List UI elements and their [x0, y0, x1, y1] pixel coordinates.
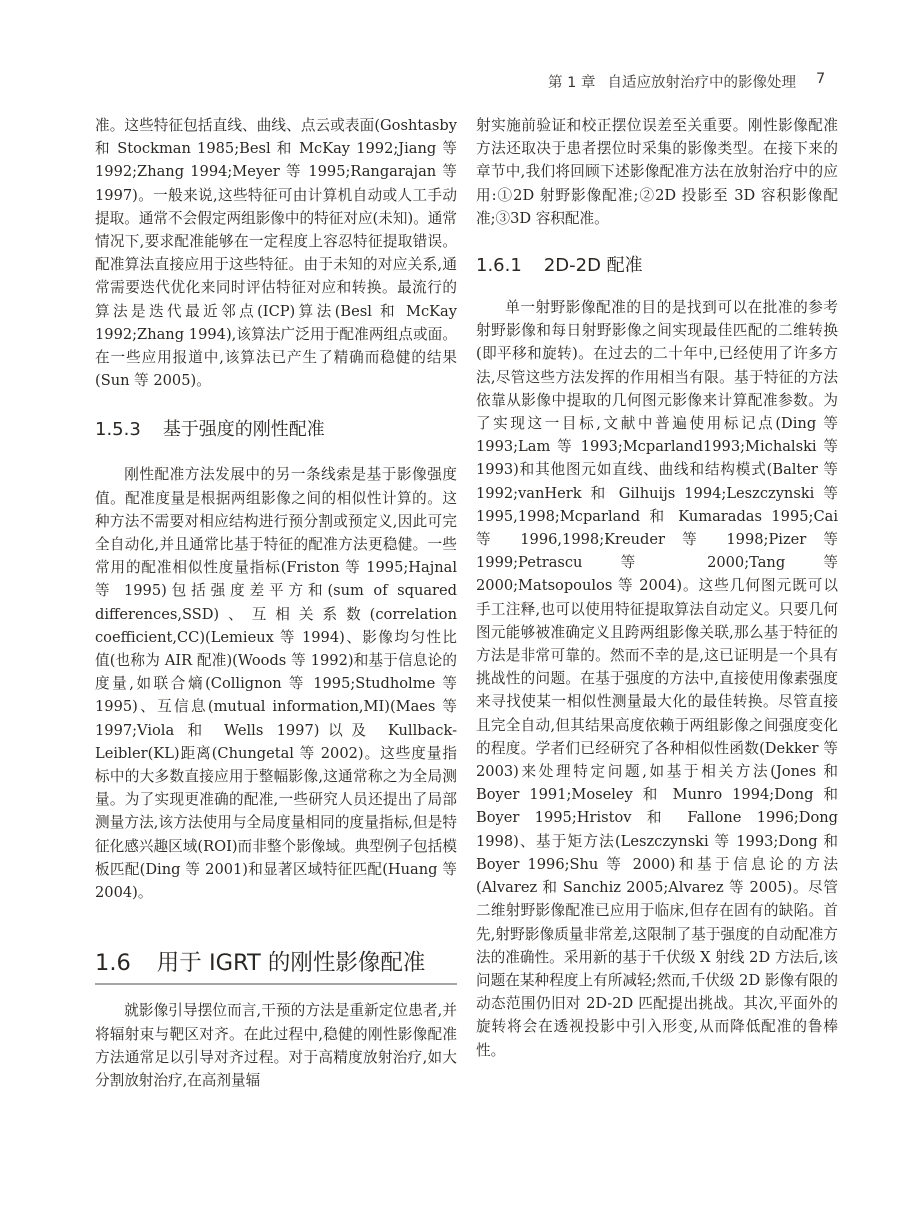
section-heading-1-6-1 [476, 254, 838, 278]
paragraph: 射实施前验证和校正摆位误差至关重要。刚性影像配准方法还取决于患者摆位时采集的影像类型。在接下来的章节中,我们将回顾下述影像配准方法在放射治疗中的应用:①2D 射野影像配准;②2D 投影至 3D 容积影像配准;③3D 容积配准。 [476, 117, 838, 227]
page-number: 7 [816, 71, 826, 87]
section-number: 1.5.3 [95, 419, 141, 441]
section-title: 用于 IGRT 的刚性影像配准 [156, 950, 426, 977]
paragraph: 准。这些特征包括直线、曲线、点云或表面(Goshtasby 和 Stockman 1985;Besl 和 McKay 1992;Jiang 等 1992;Zhang 1994;Meyer 等 1995;Rangarajan 等 1997)。一般来说,这些特征可由计算机自动或人工手动提取。通常不会假定两组影像中的特征对应(未知)。通常情况下,要求配准能够在一定程度上容忍特征提取错误。配准算法直接应用于这些特征。由于未知的对应关系,通常需要迭代优化来同时评估特征对应和转换。最流行的算法是迭代最近邻点(ICP)算法(Besl 和 McKay 1992;Zhang 1994),该算法广泛用于配准两组点或面。在一些应用报道中,该算法已产生了精确而稳健的结果(Sun 等 2005)。 [95, 117, 457, 390]
right-column [476, 114, 838, 1062]
section-number: 1.6.1 [476, 255, 522, 277]
paragraph: 就影像引导摆位而言,干预的方法是重新定位患者,并将辐射束与靶区对齐。在此过程中,稳健的刚性影像配准方法通常足以引导对齐过程。对于高精度放射治疗,如大分割放射治疗,在高剂量辐 [95, 1002, 457, 1089]
left-column [95, 114, 457, 1092]
chapter-label [548, 71, 796, 92]
section-heading-1-6 [95, 948, 457, 985]
section-number: 1.6 [95, 950, 131, 977]
chapter-number: 第 1 章 [548, 75, 596, 91]
running-header [0, 71, 900, 95]
section-heading-1-5-3 [95, 418, 457, 442]
paragraph: 刚性配准方法发展中的另一条线索是基于影像强度值。配准度量是根据两组影像之间的相似性计算的。这种方法不需要对相应结构进行预分割或预定义,因此可完全自动化,并且通常比基于特征的配准方法更稳健。一些常用的配准相似性度量指标(Friston 等 1995;Hajnal 等 1995)包括强度差平方和(sum of squared differences,SSD)、互相关系数(correlation coefficient,CC)(Lemieux 等 1994)、影像均匀性比值(也称为 AIR 配准)(Woods 等 1992)和基于信息论的度量,如联合熵(Collignon 等 1995;Studholme 等 1995)、互信息(mutual information,MI)(Maes 等 1997;Viola 和 Wells 1997)以及 Kullback-Leibler(KL)距离(Chungetal 等 2002)。这些度量指标中的大多数直接应用于整幅影像,这通常称之为全局测量。为了实现更准确的配准,一些研究人员还提出了局部测量方法,该方法使用与全局度量相同的度量指标,但是特征化感兴趣区域(ROI)而非整个影像域。典型例子包括模板匹配(Ding 等 2001)和显著区域特征匹配(Huang 等 2004)。 [95, 466, 457, 902]
section-title: 2D-2D 配准 [543, 255, 643, 277]
paragraph: 单一射野影像配准的目的是找到可以在批准的参考射野影像和每日射野影像之间实现最佳匹配的二维转换(即平移和旋转)。在过去的二十年中,已经使用了许多方法,尽管这些方法发挥的作用相当有限。基于特征的方法依靠从影像中提取的几何图元影像来计算配准参数。为了实现这一目标,文献中普遍使用标记点(Ding 等 1993;Lam 等 1993;Mcparland1993;Michalski 等 1993)和其他图元如直线、曲线和结构模式(Balter 等 1992;vanHerk 和 Gilhuijs 1994;Leszczynski 等 1995,1998;Mcparland 和 Kumaradas 1995;Cai 等 1996,1998;Kreuder 等 1998;Pizer 等 1999;Petrascu 等 2000;Tang 等 2000;Matsopoulos 等 2004)。这些几何图元既可以手工注释,也可以使用特征提取算法自动定义。只要几何图元能够被准确定义且跨两组影像关联,那么基于特征的方法是非常可靠的。然而不幸的是,这已证明是一个具有挑战性的问题。在基于强度的方法中,直接使用像素强度来寻找使某一相似性测量最大化的最佳转换。尽管直接且完全自动,但其结果高度依赖于两组影像之间强度变化的程度。学者们已经研究了各种相似性函数(Dekker 等 2003)来处理特定问题,如基于相关方法(Jones 和 Boyer 1991;Moseley 和 Munro 1994;Dong 和 Boyer 1995;Hristov 和 Fallone 1996;Dong 1998)、基于矩方法(Leszczynski 等 1993;Dong 和 Boyer 1996;Shu 等 2000)和基于信息论的方法(Alvarez 和 Sanchiz 2005;Alvarez 等 2005)。尽管二维射野影像配准已应用于临床,但存在固有的缺陷。首先,射野影像质量非常差,这限制了基于强度的自动配准方法的准确性。采用新的基于千伏级 X 射线 2D 方法后,该问题在某种程度上有所减轻;然而,千伏级 2D 影像有限的动态范围仍旧对 2D-2D 匹配提出挑战。其次,平面外的旋转将会在透视投影中引入形变,从而降低配准的鲁棒性。 [476, 299, 838, 1059]
chapter-title: 自适应放射治疗中的影像处理 [607, 75, 796, 91]
section-title: 基于强度的刚性配准 [162, 419, 325, 441]
